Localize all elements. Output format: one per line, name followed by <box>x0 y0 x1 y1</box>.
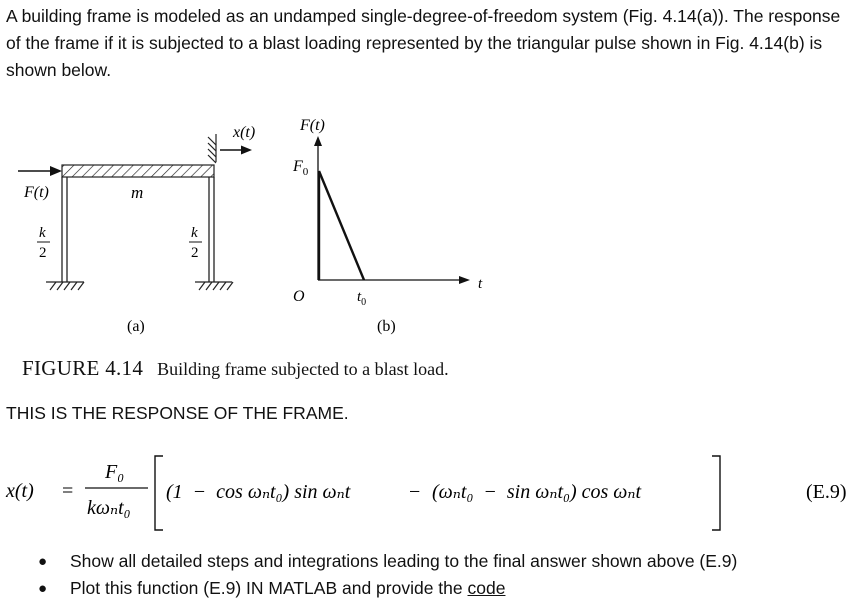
mass-label: m <box>131 183 144 202</box>
time-axis-label: t <box>478 276 483 292</box>
peak-force-label: $F_0$ <box>293 158 309 178</box>
frame-diagram <box>18 124 255 335</box>
code-link[interactable]: code <box>467 578 506 598</box>
bullet-icon: ● <box>38 553 48 570</box>
task-text: Plot this function (E.9) IN MATLAB and provide the <box>70 578 468 598</box>
stiffness-left <box>37 225 50 261</box>
pulse-diagram <box>292 117 483 335</box>
force-label: F(t) <box>24 184 49 201</box>
right-bracket <box>712 456 720 530</box>
figure-caption <box>22 356 449 381</box>
pulse-force-axis-label: F(t) <box>300 117 325 134</box>
figure-title: Building frame subjected to a blast load. <box>157 359 449 379</box>
response-heading: THIS IS THE RESPONSE OF THE FRAME. <box>6 403 349 423</box>
duration-label: $t_0$ <box>357 289 367 308</box>
svg-text:k: k <box>39 225 46 241</box>
svg-text:k: k <box>191 225 198 241</box>
list-item <box>38 548 737 575</box>
figure-number: FIGURE 4.14 <box>22 356 144 380</box>
origin-label: O <box>293 288 305 305</box>
panel-a-label: (a) <box>127 318 145 335</box>
bullet-icon: ● <box>38 580 48 597</box>
equation-e9 <box>0 448 862 538</box>
svg-text:2: 2 <box>39 245 47 261</box>
panel-b-label: (b) <box>377 318 396 335</box>
equation-term-2: (ωₙt₀ − sin ωₙt₀) cos ωₙt <box>432 481 642 503</box>
list-item <box>38 575 737 602</box>
right-ground-support <box>195 282 233 290</box>
task-list <box>38 548 737 602</box>
left-bracket <box>155 456 163 530</box>
fraction-denominator: kωₙt₀ <box>87 497 131 519</box>
wall-hatch <box>208 134 216 163</box>
displacement-label: x(t) <box>233 124 256 141</box>
force-arrow-icon <box>18 166 62 176</box>
frame-beam <box>62 165 214 177</box>
task-text: Show all detailed steps and integrations leading to the final answer shown above (E.9) <box>70 551 738 571</box>
equation-lhs: x(t) <box>6 480 34 502</box>
fraction-numerator: F₀ <box>105 461 125 483</box>
pulse-decay-edge <box>319 171 364 280</box>
equation-term-1: (1 − cos ωₙt₀) sin ωₙt <box>166 481 351 503</box>
equation-minus: − <box>409 481 421 503</box>
equation-tag: (E.9) <box>806 481 847 503</box>
svg-text:2: 2 <box>191 245 199 261</box>
left-ground-support <box>46 282 84 290</box>
stiffness-right <box>189 225 202 261</box>
displacement-arrow-icon <box>220 146 252 155</box>
problem-statement: A building frame is modeled as an undamped single-degree-of-freedom system (Fig. 4.14(a)). The response of the frame if it is subjected to a blast loading represented by the triangular pulse shown in Fig. 4.14(b) is shown below. <box>6 6 841 80</box>
figure-4-14 <box>0 100 862 345</box>
equation-equals: = <box>62 480 74 502</box>
